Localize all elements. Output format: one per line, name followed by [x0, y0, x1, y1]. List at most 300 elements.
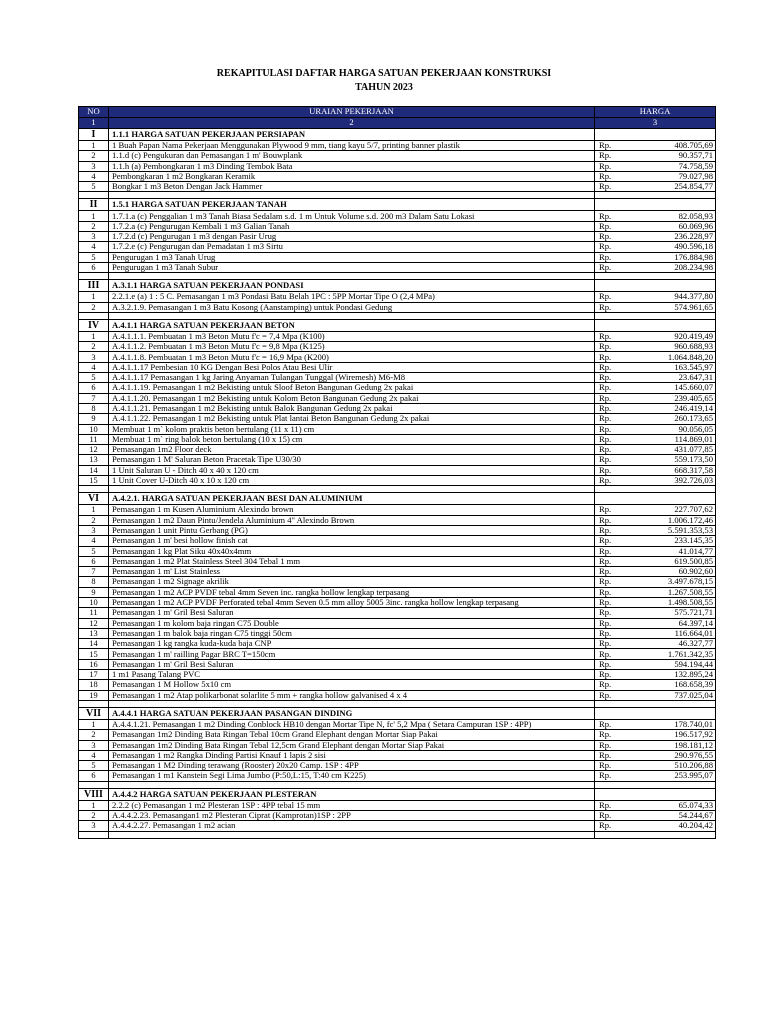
section-header-row	[79, 319, 716, 331]
table-row	[79, 628, 716, 638]
item-price: 54.244,67	[628, 811, 716, 821]
section-price-empty	[628, 493, 716, 505]
header-price: HARGA	[595, 107, 716, 118]
table-row	[79, 730, 716, 740]
item-description: Pemasangan 1m2 Floor deck	[109, 445, 595, 455]
table-row	[79, 171, 716, 181]
item-description: Pemasangan 1 M' Saluran Beton Pracetak Tipe U30/30	[109, 455, 595, 465]
item-number: 3	[79, 740, 109, 750]
item-price: 619.500,85	[628, 556, 716, 566]
item-currency: Rp.	[595, 680, 628, 690]
item-currency: Rp.	[595, 639, 628, 649]
table-row	[79, 302, 716, 312]
section-number: VII	[79, 707, 109, 719]
table-row	[79, 761, 716, 771]
table-row	[79, 597, 716, 607]
item-price: 1.498.508,55	[628, 597, 716, 607]
item-description: A.4.1.1.17 Pembesian 10 KG Dengan Besi Polos Atau Besi Ulir	[109, 362, 595, 372]
item-description: 1.7.1.a (c) Penggalian 1 m3 Tanah Biasa Sedalam s.d. 1 m Untuk Volume s.d. 200 m3 Dalam Satu Lokasi	[109, 211, 595, 221]
item-currency: Rp.	[595, 292, 628, 302]
table-row	[79, 292, 716, 302]
item-description: Pengurugan 1 m3 Tanah Urug	[109, 252, 595, 262]
item-description: Pemasangan 1 kg rangka kuda-kuda baja CNP	[109, 639, 595, 649]
item-number: 2	[79, 730, 109, 740]
section-number: VI	[79, 493, 109, 505]
document-year: TAHUN 2023	[355, 82, 413, 93]
table-row	[79, 556, 716, 566]
item-number: 4	[79, 536, 109, 546]
item-currency: Rp.	[595, 740, 628, 750]
item-price: 944.377,80	[628, 292, 716, 302]
table-row	[79, 740, 716, 750]
item-description: Pembongkaran 1 m2 Bongkaran Keramik	[109, 171, 595, 181]
item-description: Pemasangan 1 kg Plat Siku 40x40x4mm	[109, 546, 595, 556]
item-currency: Rp.	[595, 221, 628, 231]
item-description: 2.2.1.e (a) 1 : 5 C. Pemasangan 1 m3 Pondasi Batu Belah 1PC : 5PP Mortar Tipe O (2,4 MPa)	[109, 292, 595, 302]
item-price: 431.077,85	[628, 445, 716, 455]
item-currency: Rp.	[595, 383, 628, 393]
item-number: 19	[79, 690, 109, 700]
item-price: 163.545,97	[628, 362, 716, 372]
table-row	[79, 383, 716, 393]
column-number-no: 1	[79, 118, 109, 129]
item-price: 74.758,59	[628, 161, 716, 171]
item-description: A.3.2.1.9. Pemasangan 1 m3 Batu Kosong (Aanstamping) untuk Pondasi Gedung	[109, 302, 595, 312]
table-row	[79, 719, 716, 729]
table-row	[79, 232, 716, 242]
header-no: NO	[79, 107, 109, 118]
item-number: 7	[79, 567, 109, 577]
table-row	[79, 211, 716, 221]
item-currency: Rp.	[595, 546, 628, 556]
item-currency: Rp.	[595, 618, 628, 628]
spacer-row	[79, 781, 716, 788]
item-currency: Rp.	[595, 476, 628, 486]
spacer-cell	[595, 700, 628, 707]
section-number: II	[79, 199, 109, 211]
item-description: Membuat 1 m` ring balok beton bertulang (10 x 15) cm	[109, 434, 595, 444]
item-description: A.4.1.1.19. Pemasangan 1 m2 Bekisting untuk Sloof Beton Bangunan Gedung 2x pakai	[109, 383, 595, 393]
table-row	[79, 221, 716, 231]
section-price-empty	[628, 707, 716, 719]
item-number: 13	[79, 628, 109, 638]
item-description: 1 m1 Pasang Talang PVC	[109, 670, 595, 680]
item-number: 12	[79, 618, 109, 628]
item-price: 575.721,71	[628, 608, 716, 618]
item-price: 79.027,98	[628, 171, 716, 181]
item-currency: Rp.	[595, 587, 628, 597]
price-table	[78, 106, 715, 839]
table-row	[79, 465, 716, 475]
item-number: 15	[79, 649, 109, 659]
spacer-cell	[79, 312, 109, 319]
section-header-row	[79, 707, 716, 719]
section-currency-empty	[595, 319, 628, 331]
section-header-row	[79, 199, 716, 211]
item-description: Pemasangan 1 m balok baja ringan C75 tinggi 50cm	[109, 628, 595, 638]
item-number: 1	[79, 331, 109, 341]
item-price: 254.854,77	[628, 182, 716, 192]
table-column-number-row	[79, 118, 716, 129]
spacer-cell	[109, 700, 595, 707]
item-price: 960.688,93	[628, 342, 716, 352]
section-header-row	[79, 129, 716, 141]
item-description: Pemasangan 1 m' List Stainless	[109, 567, 595, 577]
item-price: 920.419,49	[628, 331, 716, 341]
item-description: Pemasangan 1 m1 Kanstein Segi Lima Jumbo (P:50,L:15, T:40 cm K225)	[109, 771, 595, 781]
section-title: A.3.1.1 HARGA SATUAN PEKERJAAN PONDASI	[109, 280, 595, 292]
item-description: A.4.1.1.8. Pembuatan 1 m3 Beton Mutu f'c = 16,9 Mpa (K200)	[109, 352, 595, 362]
table-row	[79, 618, 716, 628]
item-number: 5	[79, 252, 109, 262]
item-price: 23.647,31	[628, 373, 716, 383]
table-row	[79, 331, 716, 341]
table-row	[79, 403, 716, 413]
table-row	[79, 182, 716, 192]
spacer-cell	[109, 312, 595, 319]
item-number: 4	[79, 362, 109, 372]
item-number: 5	[79, 761, 109, 771]
item-currency: Rp.	[595, 445, 628, 455]
document-title: REKAPITULASI DAFTAR HARGA SATUAN PEKERJAAN KONSTRUKSI	[216, 68, 552, 79]
table-row	[79, 352, 716, 362]
item-currency: Rp.	[595, 373, 628, 383]
item-price: 82.058,93	[628, 211, 716, 221]
item-description: Pengurugan 1 m3 Tanah Subur	[109, 262, 595, 272]
item-currency: Rp.	[595, 424, 628, 434]
item-number: 15	[79, 476, 109, 486]
item-price: 490.596,18	[628, 242, 716, 252]
item-currency: Rp.	[595, 362, 628, 372]
item-description: A.4.1.1.2. Pembuatan 1 m3 Beton Mutu f'c = 9,8 Mpa (K125)	[109, 342, 595, 352]
item-currency: Rp.	[595, 434, 628, 444]
item-price: 46.327,77	[628, 639, 716, 649]
spacer-cell	[595, 273, 628, 280]
item-description: Bongkar 1 m3 Beton Dengan Jack Hammer	[109, 182, 595, 192]
section-currency-empty	[595, 788, 628, 800]
item-number: 6	[79, 556, 109, 566]
item-price: 574.961,65	[628, 302, 716, 312]
item-price: 5.591.353,53	[628, 525, 716, 535]
item-price: 236.228,97	[628, 232, 716, 242]
item-currency: Rp.	[595, 161, 628, 171]
spacer-cell	[79, 781, 109, 788]
item-description: 1.7.2.e (c) Pengurugan dan Pemadatan 1 m3 Sirtu	[109, 242, 595, 252]
item-description: Pemasangan 1 M Hollow 5x10 cm	[109, 680, 595, 690]
table-row	[79, 771, 716, 781]
item-price: 198.181,12	[628, 740, 716, 750]
spacer-cell	[79, 700, 109, 707]
item-price: 1.064.848,20	[628, 352, 716, 362]
spacer-cell	[79, 192, 109, 199]
item-price: 132.895,24	[628, 670, 716, 680]
item-price: 594.194,44	[628, 659, 716, 669]
item-number: 17	[79, 670, 109, 680]
item-currency: Rp.	[595, 182, 628, 192]
item-price: 510.206,88	[628, 761, 716, 771]
section-currency-empty	[595, 493, 628, 505]
item-number: 8	[79, 403, 109, 413]
item-price: 239.405,65	[628, 393, 716, 403]
section-number: IV	[79, 319, 109, 331]
item-price: 60.069,96	[628, 221, 716, 231]
item-number: 6	[79, 771, 109, 781]
item-currency: Rp.	[595, 232, 628, 242]
spacer-cell	[595, 486, 628, 493]
item-price: 60.902,60	[628, 567, 716, 577]
spacer-cell	[79, 831, 109, 838]
item-description: Pemasangan 1 m2 Rangka Dinding Partisi Knauf 1 lapis 2 sisi	[109, 750, 595, 760]
section-price-empty	[628, 788, 716, 800]
column-number-description: 2	[109, 118, 595, 129]
table-row	[79, 373, 716, 383]
table-row	[79, 455, 716, 465]
item-price: 253.995,07	[628, 771, 716, 781]
item-description: Pemasangan 1m2 Dinding Bata Ringan Tebal 10cm Grand Elephant dengan Mortar Siap Pakai	[109, 730, 595, 740]
spacer-cell	[628, 781, 716, 788]
item-currency: Rp.	[595, 771, 628, 781]
section-price-empty	[628, 129, 716, 141]
spacer-cell	[79, 486, 109, 493]
item-number: 2	[79, 151, 109, 161]
item-description: Pemasangan 1 m kolom baja ringan C75 Double	[109, 618, 595, 628]
item-number: 16	[79, 659, 109, 669]
table-row	[79, 750, 716, 760]
item-number: 14	[79, 639, 109, 649]
item-price: 116.664,01	[628, 628, 716, 638]
table-row	[79, 546, 716, 556]
table-row	[79, 476, 716, 486]
table-row	[79, 659, 716, 669]
item-currency: Rp.	[595, 342, 628, 352]
header-description: URAIAN PEKERJAAN	[109, 107, 595, 118]
spacer-cell	[628, 700, 716, 707]
item-price: 233.145,35	[628, 536, 716, 546]
item-description: A.4.1.1.17 Pemasangan 1 kg Jaring Anyaman Tulangan Tunggal (Wiremesh) M6-M8	[109, 373, 595, 383]
item-description: 1.7.2.a (c) Pengurugan Kembali 1 m3 Galian Tanah	[109, 221, 595, 231]
item-description: Pemasangan 1 m2 ACP PVDF tebal 4mm Seven inc. rangka hollow lengkap terpasang	[109, 587, 595, 597]
item-price: 196.517,92	[628, 730, 716, 740]
column-number-price: 3	[595, 118, 716, 129]
table-row	[79, 690, 716, 700]
table-header-row	[79, 107, 716, 118]
item-number: 5	[79, 373, 109, 383]
section-number: I	[79, 129, 109, 141]
item-number: 2	[79, 342, 109, 352]
item-number: 1	[79, 800, 109, 810]
item-price: 65.074,33	[628, 800, 716, 810]
spacer-row	[79, 831, 716, 838]
item-price: 208.234,98	[628, 262, 716, 272]
item-description: 1.1.h (a) Pembongkaran 1 m3 Dinding Tembok Bata	[109, 161, 595, 171]
item-number: 2	[79, 302, 109, 312]
item-currency: Rp.	[595, 811, 628, 821]
item-number: 13	[79, 455, 109, 465]
section-title: A.4.1.1 HARGA SATUAN PEKERJAAN BETON	[109, 319, 595, 331]
item-number: 4	[79, 750, 109, 760]
item-currency: Rp.	[595, 414, 628, 424]
item-number: 5	[79, 546, 109, 556]
item-description: Pemasangan 1 m' railling Pagar BRC T=150cm	[109, 649, 595, 659]
item-currency: Rp.	[595, 567, 628, 577]
item-currency: Rp.	[595, 171, 628, 181]
item-price: 176.884,98	[628, 252, 716, 262]
spacer-cell	[628, 273, 716, 280]
item-price: 408.705,69	[628, 141, 716, 151]
item-number: 14	[79, 465, 109, 475]
table-row	[79, 670, 716, 680]
section-price-empty	[628, 319, 716, 331]
item-price: 41.014,77	[628, 546, 716, 556]
section-currency-empty	[595, 280, 628, 292]
spacer-cell	[109, 831, 595, 838]
spacer-cell	[109, 486, 595, 493]
table-row	[79, 151, 716, 161]
item-currency: Rp.	[595, 141, 628, 151]
item-currency: Rp.	[595, 465, 628, 475]
spacer-cell	[109, 273, 595, 280]
item-currency: Rp.	[595, 352, 628, 362]
item-price: 559.173,50	[628, 455, 716, 465]
spacer-cell	[595, 831, 628, 838]
item-number: 10	[79, 597, 109, 607]
item-number: 6	[79, 262, 109, 272]
item-currency: Rp.	[595, 211, 628, 221]
table-row	[79, 800, 716, 810]
spacer-cell	[628, 831, 716, 838]
spacer-cell	[628, 486, 716, 493]
item-price: 168.658,39	[628, 680, 716, 690]
item-number: 5	[79, 182, 109, 192]
item-description: Pemasangan 1 m' Gril Besi Saluran	[109, 608, 595, 618]
section-title: 1.1.1 HARGA SATUAN PEKERJAAN PERSIAPAN	[109, 129, 595, 141]
spacer-cell	[109, 192, 595, 199]
item-description: A.4.1.1.20. Pemasangan 1 m2 Bekisting untuk Kolom Beton Bangunan Gedung 2x pakai	[109, 393, 595, 403]
item-number: 2	[79, 811, 109, 821]
item-price: 227.707,62	[628, 505, 716, 515]
item-price: 145.660,07	[628, 383, 716, 393]
item-number: 1	[79, 211, 109, 221]
section-header-row	[79, 493, 716, 505]
spacer-row	[79, 192, 716, 199]
section-title: A.4.2.1. HARGA SATUAN PEKERJAAN BESI DAN ALUMINIUM	[109, 493, 595, 505]
spacer-cell	[628, 192, 716, 199]
item-description: Pemasangan 1 m2 Atap polikarbonat solarlite 5 mm + rangka hollow galvanised 4 x 4	[109, 690, 595, 700]
table-row	[79, 252, 716, 262]
spacer-cell	[595, 192, 628, 199]
item-price: 1.761.342,35	[628, 649, 716, 659]
item-description: A.4.1.1.1. Pembuatan 1 m3 Beton Mutu f'c = 7,4 Mpa (K100)	[109, 331, 595, 341]
item-currency: Rp.	[595, 821, 628, 831]
table-row	[79, 141, 716, 151]
item-description: A.4.1.1.21. Pemasangan 1 m2 Bekisting untuk Balok Bangunan Gedung 2x pakai	[109, 403, 595, 413]
item-number: 3	[79, 161, 109, 171]
table-row	[79, 577, 716, 587]
item-currency: Rp.	[595, 242, 628, 252]
table-row	[79, 445, 716, 455]
item-currency: Rp.	[595, 659, 628, 669]
table-row	[79, 515, 716, 525]
item-description: 2.2.2 (c) Pemasangan 1 m2 Plesteran 1SP : 4PP tebal 15 mm	[109, 800, 595, 810]
table-row	[79, 505, 716, 515]
spacer-cell	[595, 781, 628, 788]
item-number: 6	[79, 383, 109, 393]
item-description: Pemasangan 1 m' besi hollow finish cat	[109, 536, 595, 546]
item-price: 90.056,05	[628, 424, 716, 434]
item-price: 1.006.172,46	[628, 515, 716, 525]
item-description: Pemasangan 1 unit Pintu Gerbang (PG)	[109, 525, 595, 535]
item-description: A.4.4.2.23. Pemasangan1 m2 Plesteran Ciprat (Kamprotan)1SP : 2PP	[109, 811, 595, 821]
item-description: A.4.4.1.21. Pemasangan 1 m2 Dinding Conblock HB10 dengan Mortar Tipe N, fc' 5,2 Mpa ( Setara Campuran 1SP : 4PP)	[109, 719, 595, 729]
section-title: A.4.4.2 HARGA SATUAN PEKERJAAN PLESTERAN	[109, 788, 595, 800]
item-description: Pemasangan 1 m2 Plat Stainless Steel 304 Tebal 1 mm	[109, 556, 595, 566]
item-price: 64.397,14	[628, 618, 716, 628]
item-price: 392.726,03	[628, 476, 716, 486]
item-number: 3	[79, 232, 109, 242]
item-currency: Rp.	[595, 252, 628, 262]
section-price-empty	[628, 199, 716, 211]
table-row	[79, 342, 716, 352]
item-price: 40.204,42	[628, 821, 716, 831]
item-number: 12	[79, 445, 109, 455]
item-price: 668.317,58	[628, 465, 716, 475]
item-description: Pemasangan 1 m Kusen Aluminium Alexindo brown	[109, 505, 595, 515]
item-currency: Rp.	[595, 536, 628, 546]
item-currency: Rp.	[595, 719, 628, 729]
table-row	[79, 811, 716, 821]
item-currency: Rp.	[595, 262, 628, 272]
item-number: 3	[79, 821, 109, 831]
item-description: Pemasangan 1 m' Gril Besi Saluran	[109, 659, 595, 669]
item-currency: Rp.	[595, 525, 628, 535]
item-number: 18	[79, 680, 109, 690]
item-currency: Rp.	[595, 608, 628, 618]
table-row	[79, 262, 716, 272]
item-number: 4	[79, 171, 109, 181]
spacer-row	[79, 273, 716, 280]
section-price-empty	[628, 280, 716, 292]
item-currency: Rp.	[595, 577, 628, 587]
item-currency: Rp.	[595, 151, 628, 161]
item-description: Pemasangan 1m2 Dinding Bata Ringan Tebal 12,5cm Grand Elephant dengan Mortar Siap Pakai	[109, 740, 595, 750]
item-description: 1.1.d (c) Pengukuran dan Pemasangan 1 m' Bouwplank	[109, 151, 595, 161]
item-number: 2	[79, 221, 109, 231]
item-number: 1	[79, 505, 109, 515]
section-header-row	[79, 280, 716, 292]
table-row	[79, 567, 716, 577]
table-row	[79, 434, 716, 444]
item-currency: Rp.	[595, 505, 628, 515]
item-number: 4	[79, 242, 109, 252]
section-currency-empty	[595, 129, 628, 141]
item-currency: Rp.	[595, 455, 628, 465]
spacer-cell	[628, 312, 716, 319]
item-number: 11	[79, 608, 109, 618]
item-price: 90.357,71	[628, 151, 716, 161]
item-price: 290.976,55	[628, 750, 716, 760]
table-row	[79, 608, 716, 618]
item-currency: Rp.	[595, 690, 628, 700]
spacer-row	[79, 700, 716, 707]
item-currency: Rp.	[595, 302, 628, 312]
section-title: A.4.4.1 HARGA SATUAN PEKERJAAN PASANGAN DINDING	[109, 707, 595, 719]
item-currency: Rp.	[595, 597, 628, 607]
item-description: A.4.4.2.27. Pemasangan 1 m2 acian	[109, 821, 595, 831]
item-number: 8	[79, 577, 109, 587]
item-number: 1	[79, 292, 109, 302]
item-number: 1	[79, 719, 109, 729]
spacer-row	[79, 312, 716, 319]
